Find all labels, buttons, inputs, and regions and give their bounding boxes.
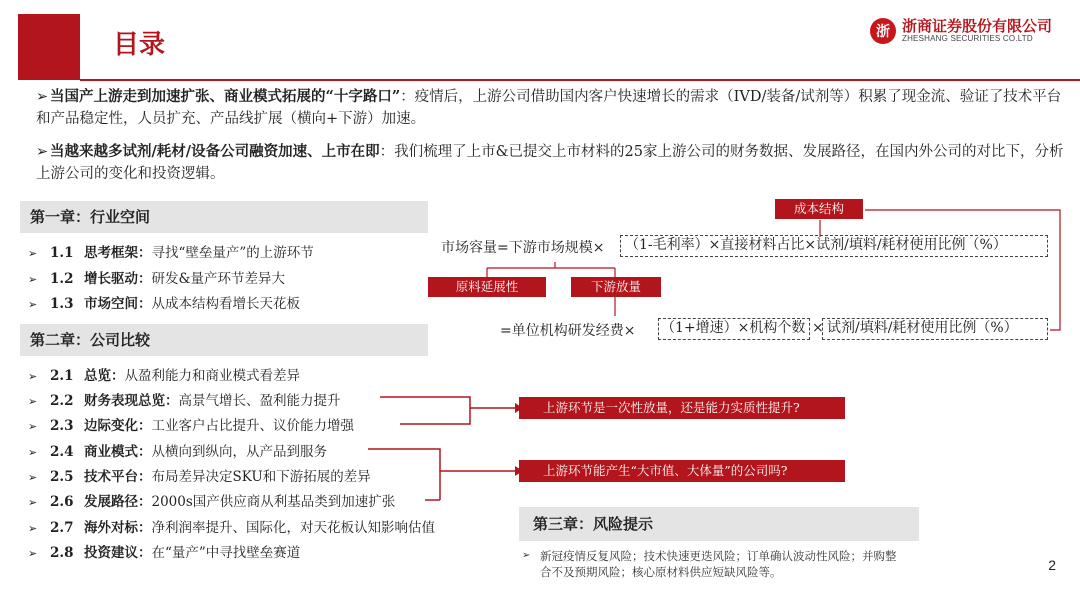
arrow-bullet-icon: ➢ (28, 522, 38, 535)
arrow-bullet-icon: ➢ (28, 420, 38, 433)
logo-name-en: ZHESHANG SECURITIES CO.LTD (901, 34, 1033, 43)
toc-item[interactable]: ➢ 1.1 思考框架：寻找“壁垒量产”的上游环节 (28, 245, 314, 261)
formula-box-usage: 试剂/填料/耗材使用比例（%） (822, 318, 1048, 340)
arrow-bullet-icon: ➢ (28, 298, 38, 311)
tag-downstream-volume: 下游放量 (571, 277, 661, 297)
arrow-bullet-icon: ➢ (522, 550, 531, 561)
arrow-bullet-icon: ➢ (36, 144, 49, 160)
intro-text: ：疫情后，上游公司借助国内客户快速增长的需求（IVD/装备/试剂等）积累了现金流、验证了技术平台和产品稳定性，人员扩充、产品线扩展（横向+下游）加速。 (36, 89, 1062, 127)
arrow-bullet-icon: ➢ (28, 471, 38, 484)
logo-mark-icon: 浙 (870, 18, 896, 44)
formula-line-1-left: 市场容量=下游市场规模× (441, 240, 605, 256)
formula-times: × (812, 320, 824, 336)
arrow-bullet-icon: ➢ (28, 395, 38, 408)
toc-item[interactable]: ➢ 2.1 总览：从盈利能力和商业模式看差异 (28, 368, 300, 384)
tag-material-extension: 原料延展性 (428, 277, 546, 297)
arrow-bullet-icon: ➢ (28, 370, 38, 383)
risk-text: ➢ 新冠疫情反复风险；技术快速更迭风险；订单确认波动性风险；并购整合不及预期风险；核心原材料供应短缺风险等。 (522, 549, 897, 579)
toc-item[interactable]: ➢ 1.3 市场空间：从成本结构看增长天花板 (28, 296, 300, 312)
formula-box-growth: （1+增速）×机构个数 (658, 318, 810, 340)
page-title: 目录 (113, 30, 166, 60)
arrow-bullet-icon: ➢ (28, 547, 38, 560)
toc-item[interactable]: ➢ 2.2 财务表现总览：高景气增长、盈利能力提升 (28, 393, 341, 409)
chapter-3-header: 第三章：风险提示 (519, 507, 919, 541)
formula-line-2-left: =单位机构研发经费× (500, 323, 636, 339)
page-number: 2 (1048, 557, 1056, 573)
toc-item[interactable]: ➢ 2.4 商业模式：从横向到纵向，从产品到服务 (28, 444, 327, 460)
intro-lead: 当国产上游走到加速扩张、商业模式拓展的“十字路口” (50, 88, 401, 105)
arrow-bullet-icon: ➢ (28, 273, 38, 286)
tag-cost-structure: 成本结构 (775, 199, 863, 219)
arrow-bullet-icon: ➢ (28, 496, 38, 509)
arrow-bullet-icon: ➢ (28, 247, 38, 260)
callout-2: 上游环节能产生“大市值、大体量”的公司吗? (519, 460, 845, 482)
arrow-bullet-icon: ➢ (36, 89, 49, 105)
callout-1: 上游环节是一次性放量，还是能力实质性提升? (519, 397, 845, 419)
chapter-1-header: 第一章：行业空间 (20, 201, 428, 233)
toc-item[interactable]: ➢ 2.3 边际变化：工业客户占比提升、议价能力增强 (28, 418, 354, 434)
formula-box-cost: （1-毛利率）×直接材料占比×试剂/填料/耗材使用比例（%） (620, 235, 1048, 257)
toc-item[interactable]: ➢ 2.8 投资建议：在“量产”中寻找壁垒赛道 (28, 545, 301, 561)
intro-lead: 当越来越多试剂/耗材/设备公司融资加速、上市在即 (50, 143, 380, 160)
logo-name-cn: 浙商证券股份有限公司 (901, 17, 1052, 35)
toc-item[interactable]: ➢ 2.7 海外对标：净利润率提升、国际化，对天花板认知影响估值 (28, 520, 435, 536)
intro-text: ：我们梳理了上市&已提交上市材料的25家上游公司的财务数据、发展路径，在国内外公司的对比下，分析上游公司的变化和投资逻辑。 (36, 144, 1064, 182)
toc-item[interactable]: ➢ 2.6 发展路径：2000s国产供应商从利基品类到加速扩张 (28, 494, 396, 510)
toc-item[interactable]: ➢ 2.5 技术平台：布局差异决定SKU和下游拓展的差异 (28, 469, 371, 485)
chapter-2-header: 第二章：公司比较 (20, 324, 428, 356)
toc-item[interactable]: ➢ 1.2 增长驱动：研发&量产环节差异大 (28, 271, 286, 287)
arrow-bullet-icon: ➢ (28, 446, 38, 459)
